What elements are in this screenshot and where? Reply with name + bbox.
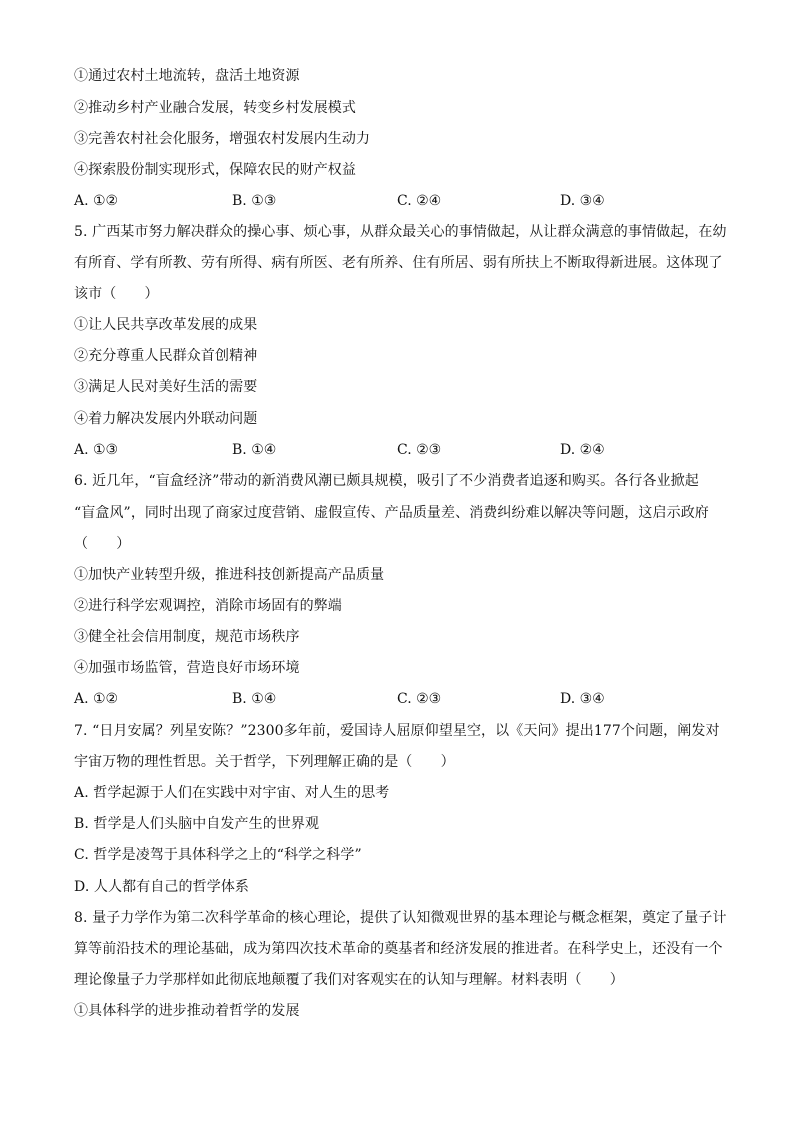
q8-stem-line-2: 算等前沿技术的理论基础，成为第四次技术革命的奠基者和经济发展的推进者。在科学史上，还没有一个 [74, 941, 723, 957]
q4-option-b: B. ①③ [232, 193, 277, 209]
q5-option-c: C. ②③ [397, 442, 442, 458]
q5-stem-line-3: 该市（ ） [74, 286, 159, 302]
q5-item-4: ④着力解决发展内外联动问题 [74, 411, 258, 427]
q6-option-c: C. ②③ [397, 691, 442, 707]
q5-option-d: D. ②④ [560, 442, 605, 458]
q6-option-a: A. ①② [74, 691, 119, 707]
q4-item-1: ①通过农村土地流转，盘活土地资源 [74, 68, 300, 84]
q4-item-4: ④探索股份制实现形式，保障农民的财产权益 [74, 162, 356, 178]
q6-options [74, 689, 724, 709]
q6-stem-line-1: 6. 近几年，“盲盒经济”带动的新消费风潮已颇具规模，吸引了不少消费者追逐和购买。各行各业掀起 [74, 473, 699, 489]
q6-stem-line-3: （ ） [74, 536, 131, 552]
q7-choice-b: B. 哲学是人们头脑中自发产生的世界观 [74, 816, 320, 832]
q7-choice-d: D. 人人都有自己的哲学体系 [74, 879, 250, 895]
q6-item-4: ④加强市场监管，营造良好市场环境 [74, 660, 300, 676]
q7-choice-c: C. 哲学是凌驾于具体科学之上的“科学之科学” [74, 847, 362, 863]
q5-item-1: ①让人民共享改革发展的成果 [74, 317, 258, 333]
q6-option-b: B. ①④ [232, 691, 277, 707]
q5-option-a: A. ①③ [74, 442, 119, 458]
q5-item-2: ②充分尊重人民群众首创精神 [74, 348, 258, 364]
q5-stem-line-1: 5. 广西某市努力解决群众的操心事、烦心事，从群众最关心的事情做起，从让群众满意的事情做起，在幼 [74, 224, 727, 240]
q4-option-c: C. ②④ [397, 193, 442, 209]
q4-item-2: ②推动乡村产业融合发展，转变乡村发展模式 [74, 100, 356, 116]
q6-option-d: D. ③④ [560, 691, 605, 707]
q8-stem-line-1: 8. 量子力学作为第二次科学革命的核心理论，提供了认知微观世界的基本理论与概念框架，奠定了量子计 [74, 910, 727, 926]
q5-item-3: ③满足人民对美好生活的需要 [74, 379, 258, 395]
q5-options [74, 440, 724, 460]
q4-item-3: ③完善农村社会化服务，增强农村发展内生动力 [74, 131, 371, 147]
q4-options [74, 191, 724, 211]
q6-stem-line-2: “盲盒风”，同时出现了商家过度营销、虚假宣传、产品质量差、消费纠纷难以解决等问题，这启示政府 [74, 505, 709, 521]
q7-stem-line-1: 7. “日月安属？列星安陈？”2300多年前，爱国诗人屈原仰望星空，以《天问》提出177个问题，阐发对 [74, 723, 720, 739]
q7-choice-a: A. 哲学起源于人们在实践中对宇宙、对人生的思考 [74, 785, 390, 801]
q6-item-3: ③健全社会信用制度，规范市场秩序 [74, 629, 300, 645]
q4-option-a: A. ①② [74, 193, 119, 209]
q5-stem-line-2: 有所育、学有所教、劳有所得、病有所医、老有所养、住有所居、弱有所扶上不断取得新进展。这体现了 [74, 255, 723, 271]
q4-option-d: D. ③④ [560, 193, 605, 209]
q8-item-1: ①具体科学的进步推动着哲学的发展 [74, 1003, 300, 1019]
q8-stem-line-3: 理论像量子力学那样如此彻底地颠覆了我们对客观实在的认知与理解。材料表明（ ） [74, 972, 624, 988]
q7-stem-line-2: 宇宙万物的理性哲思。关于哲学，下列理解正确的是（ ） [74, 754, 455, 770]
q6-item-2: ②进行科学宏观调控，消除市场固有的弊端 [74, 598, 342, 614]
q5-option-b: B. ①④ [232, 442, 277, 458]
q6-item-1: ①加快产业转型升级，推进科技创新提高产品质量 [74, 567, 385, 583]
